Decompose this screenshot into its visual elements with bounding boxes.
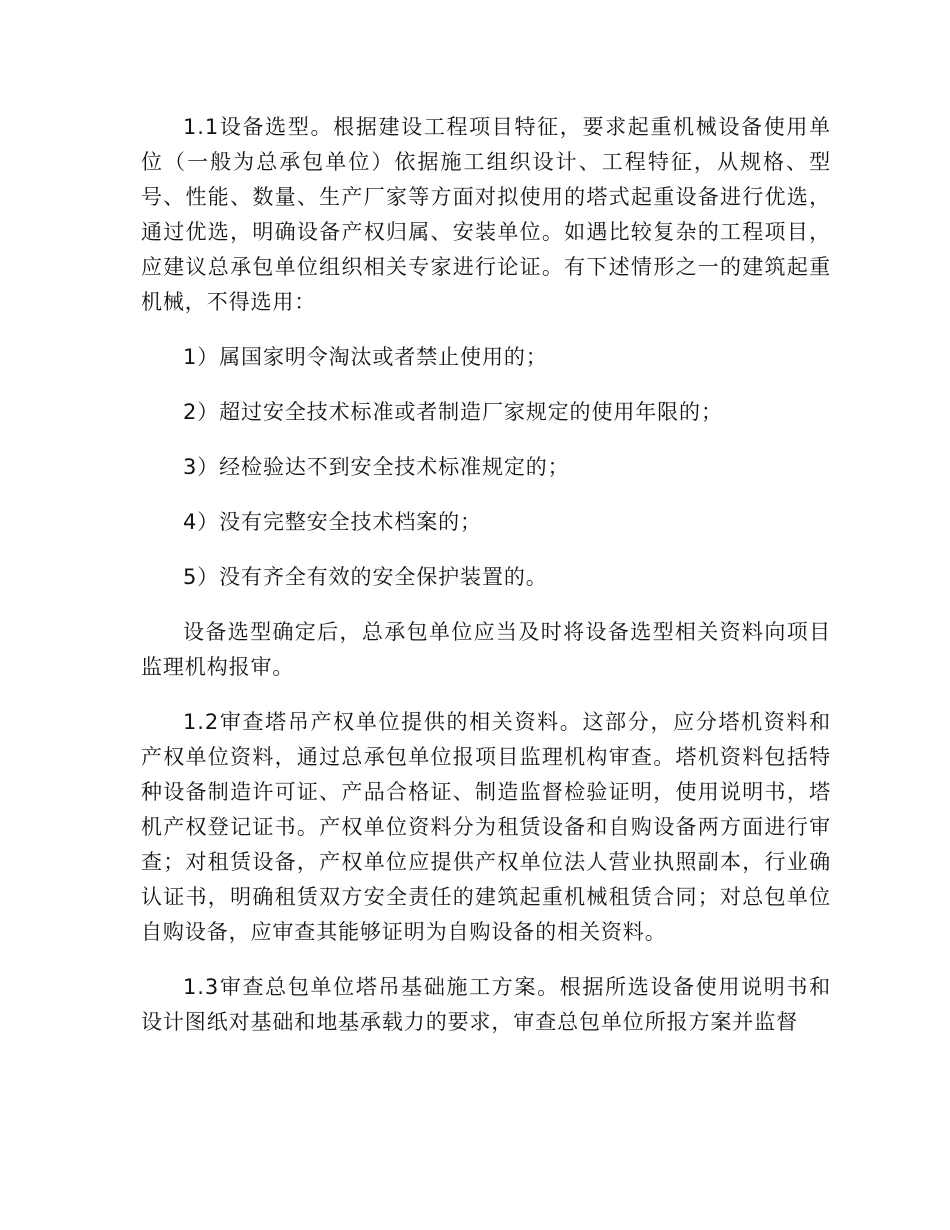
paragraph-selection-submission: 设备选型确定后，总承包单位应当及时将设备选型相关资料向项目监理机构报审。	[141, 620, 831, 679]
document-body	[141, 110, 831, 1060]
paragraph-document-review: 1.2审查塔吊产权单位提供的相关资料。这部分，应分塔机资料和产权单位资料，通过总承包单位报项目监理机构审查。塔机资料包括特种设备制造许可证、产品合格证、制造监督检验证明，使用说明书，塔机产权登记证书。产权单位资料分为租赁设备和自购设备两方面进行审查；对租赁设备，产权单位应提供产权单位法人营业执照副本，行业确认证书，明确租赁双方安全责任的建筑起重机械租赁合同；对总包单位自购设备，应审查其能够证明为自购设备的相关资料。	[141, 710, 831, 944]
list-item-failed-inspection: 3）经检验达不到安全技术标准规定的；	[183, 455, 570, 479]
list-item-exceeded-lifespan: 2）超过安全技术标准或者制造厂家规定的使用年限的；	[183, 400, 723, 424]
list-item-no-protection: 5）没有齐全有效的安全保护装置的。	[183, 565, 548, 589]
paragraph-foundation-plan: 1.3审查总包单位塔吊基础施工方案。根据所选设备使用说明书和设计图纸对基础和地基承载力的要求，审查总包单位所报方案并监督	[141, 975, 831, 1034]
list-item-no-records: 4）没有完整安全技术档案的；	[183, 510, 482, 534]
paragraph-equipment-selection: 1.1设备选型。根据建设工程项目特征，要求起重机械设备使用单位（一般为总承包单位）依据施工组织设计、工程特征，从规格、型号、性能、数量、生产厂家等方面对拟使用的塔式起重设备进行优选，通过优选，明确设备产权归属、安装单位。如遇比较复杂的工程项目，应建议总承包单位组织相关专家进行论证。有下述情形之一的建筑起重机械，不得选用：	[141, 115, 831, 314]
list-item-obsolete: 1）属国家明令淘汰或者禁止使用的；	[183, 345, 548, 369]
